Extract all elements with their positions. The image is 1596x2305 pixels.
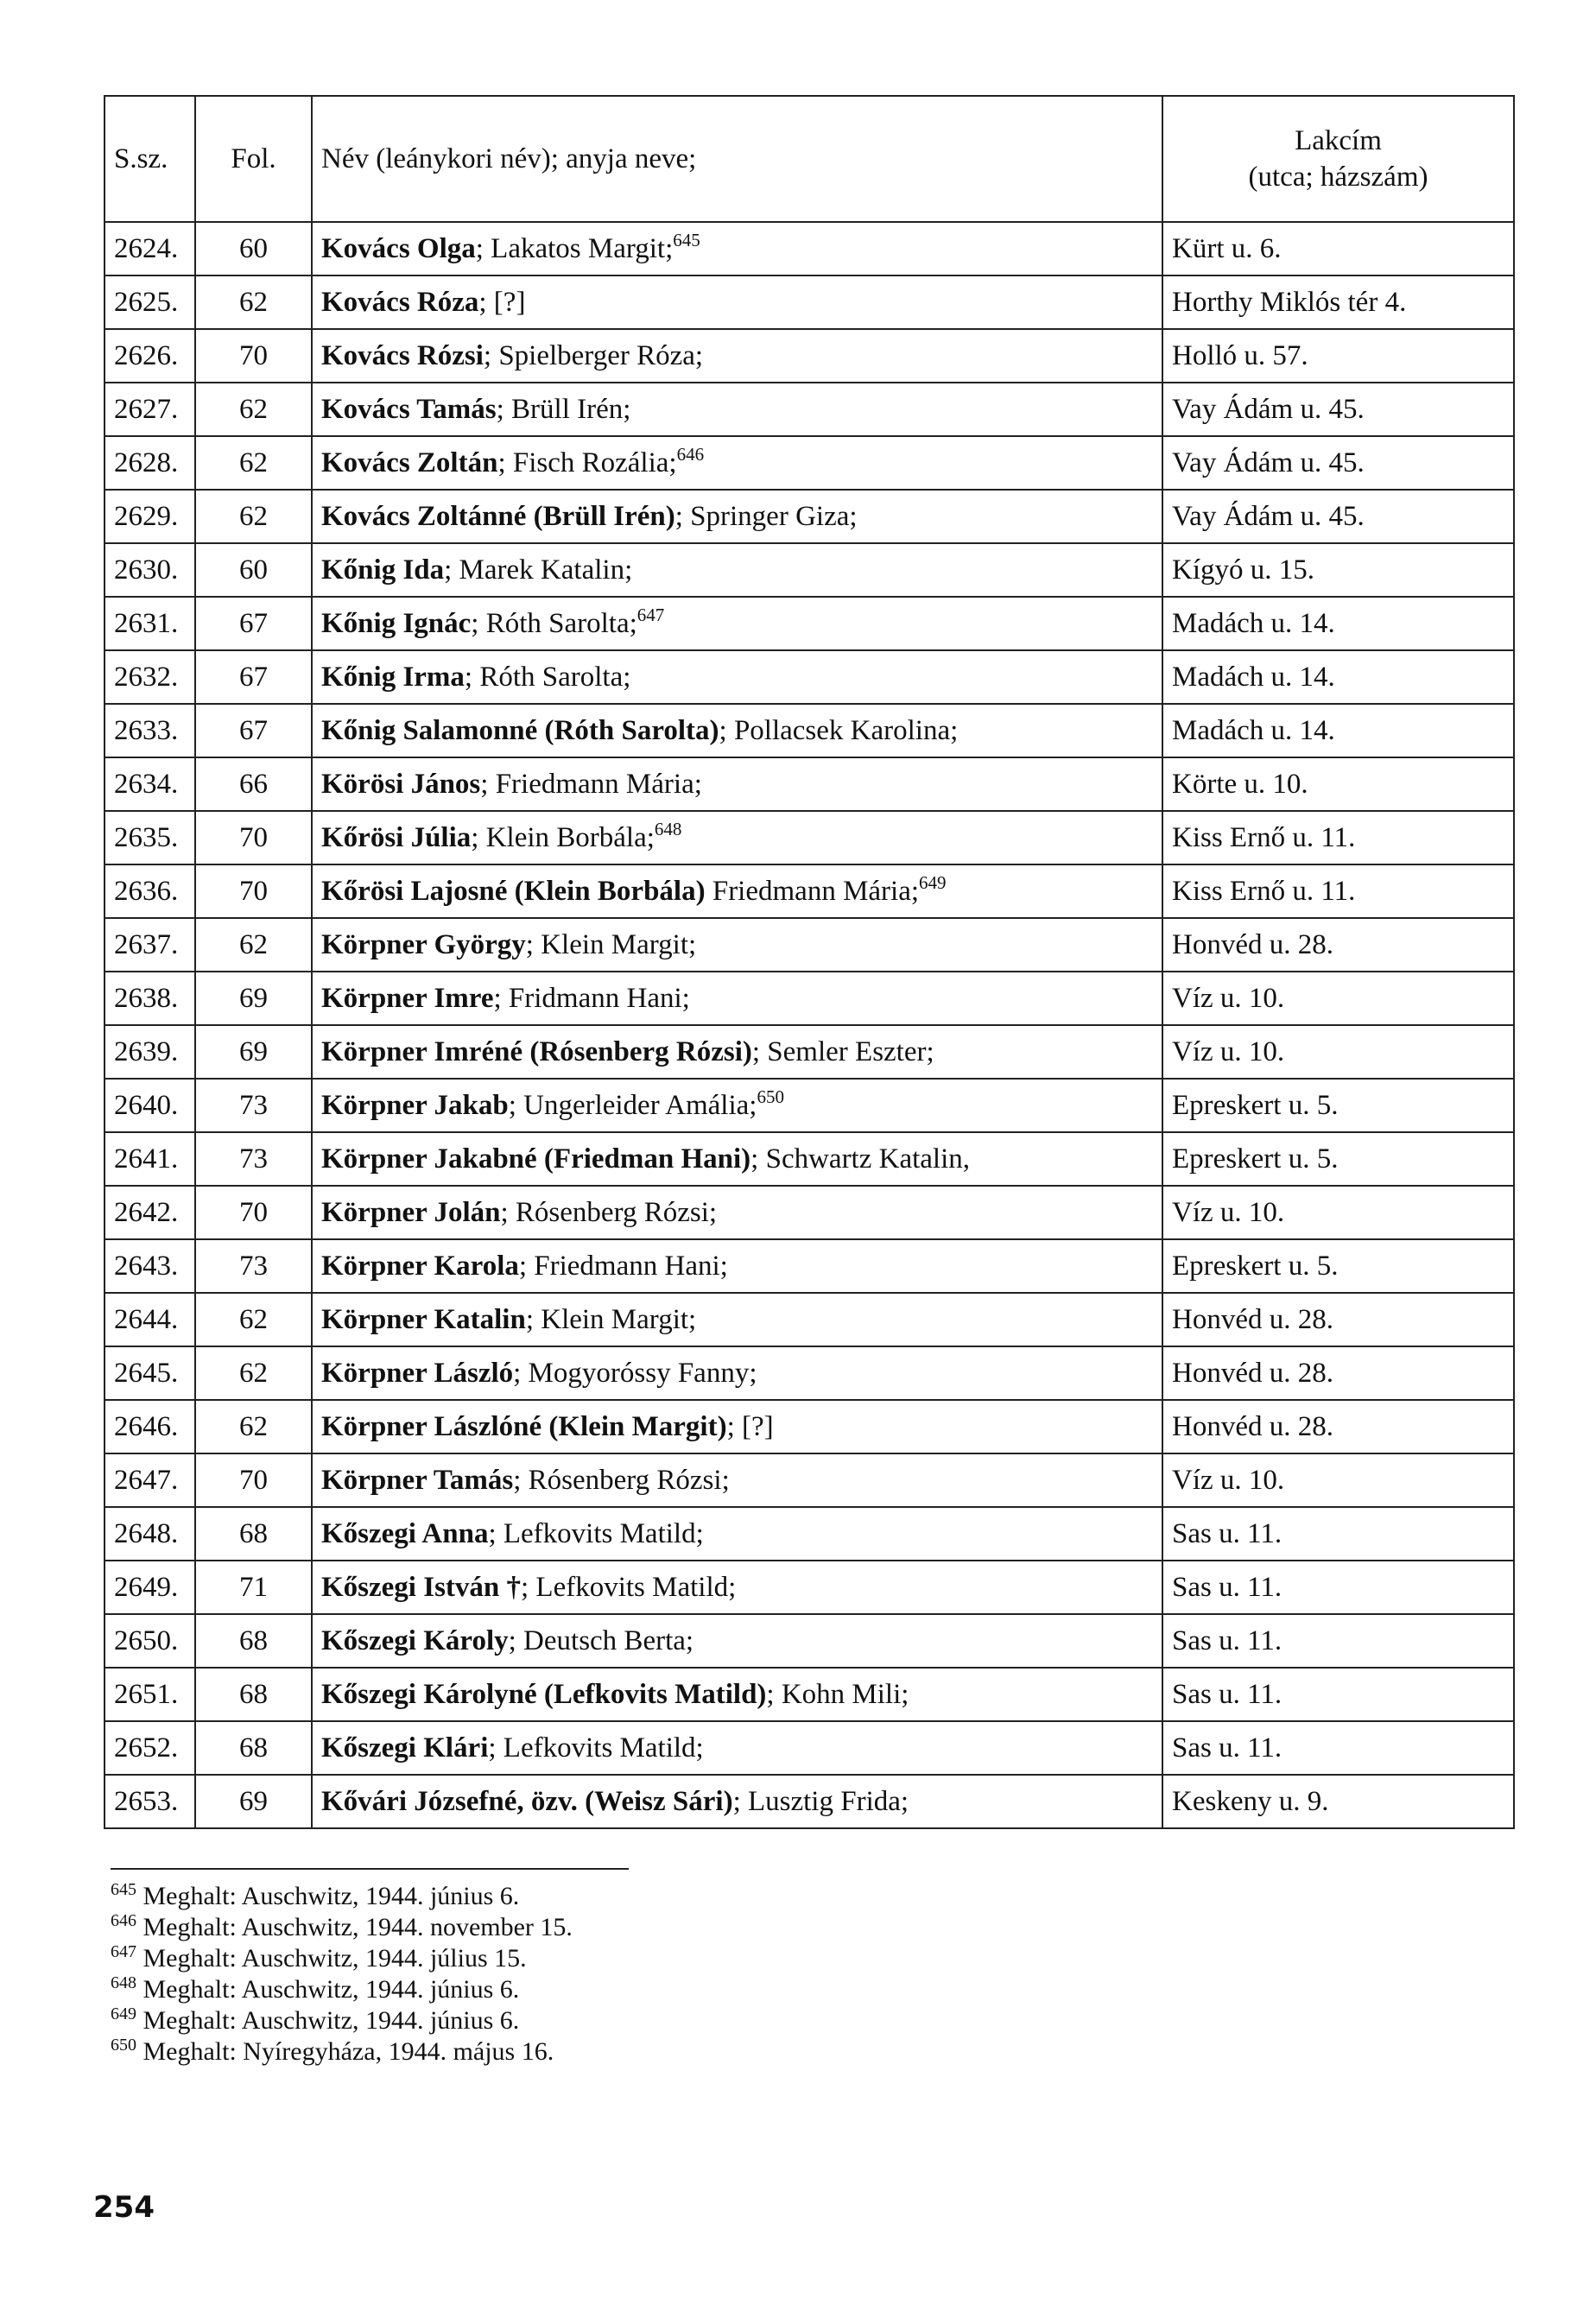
serial-number: 2649. <box>104 1561 195 1614</box>
person-name: Körösi János <box>321 768 481 800</box>
mother-name: ; Rósenberg Rózsi; <box>500 1196 718 1228</box>
name-cell <box>312 1293 1162 1346</box>
mother-name: ; Springer Giza; <box>674 500 858 532</box>
address-cell: Sas u. 11. <box>1162 1614 1514 1668</box>
serial-number: 2642. <box>104 1186 195 1239</box>
name-cell <box>312 1025 1162 1079</box>
person-name: Kőszegi Károly <box>321 1624 509 1656</box>
person-name: Körpner László <box>321 1357 514 1389</box>
address-cell: Víz u. 10. <box>1162 1453 1514 1507</box>
mother-name: ; [?] <box>726 1410 774 1442</box>
footnote-number: 646 <box>111 1911 136 1930</box>
serial-number: 2647. <box>104 1453 195 1507</box>
header-address <box>1162 96 1514 222</box>
name-cell <box>312 811 1162 864</box>
folio-number: 68 <box>195 1668 312 1721</box>
table-row <box>104 1025 1514 1079</box>
mother-name: ; Pollacsek Karolina; <box>719 714 959 746</box>
name-cell <box>312 1132 1162 1186</box>
address-cell: Körte u. 10. <box>1162 757 1514 811</box>
folio-number: 62 <box>195 383 312 436</box>
mother-name: ; Lefkovits Matild; <box>488 1517 704 1549</box>
person-name: Körpner Tamás <box>321 1464 514 1496</box>
folio-number: 62 <box>195 490 312 543</box>
footnote-text: Meghalt: Auschwitz, 1944. július 15. <box>142 1944 527 1973</box>
footnote-ref: 646 <box>676 443 705 465</box>
folio-number: 62 <box>195 1346 312 1400</box>
folio-number: 67 <box>195 597 312 650</box>
page-number: 254 <box>93 2190 155 2225</box>
address-cell: Madách u. 14. <box>1162 704 1514 757</box>
address-cell: Madách u. 14. <box>1162 650 1514 704</box>
person-name: Kovács Rózsi <box>321 339 484 371</box>
serial-number: 2645. <box>104 1346 195 1400</box>
serial-number: 2634. <box>104 757 195 811</box>
person-name: Körpner Jakabné (Friedman Hani) <box>321 1143 751 1175</box>
folio-number: 68 <box>195 1614 312 1668</box>
table-row <box>104 1293 1514 1346</box>
folio-number: 73 <box>195 1239 312 1293</box>
address-cell: Honvéd u. 28. <box>1162 1293 1514 1346</box>
mother-name: ; Mogyoróssy Fanny; <box>513 1357 757 1389</box>
footnote-number: 649 <box>111 2004 136 2023</box>
name-cell <box>312 704 1162 757</box>
table-row <box>104 1239 1514 1293</box>
person-name: Körpner Imréné (Rósenberg Rózsi) <box>321 1035 752 1067</box>
address-cell: Kígyó u. 15. <box>1162 543 1514 597</box>
serial-number: 2643. <box>104 1239 195 1293</box>
serial-number: 2627. <box>104 383 195 436</box>
footnote-divider <box>111 1868 629 1870</box>
folio-number: 62 <box>195 275 312 329</box>
name-cell <box>312 1775 1162 1828</box>
name-cell <box>312 864 1162 918</box>
table-row <box>104 1400 1514 1453</box>
address-cell: Sas u. 11. <box>1162 1668 1514 1721</box>
victims-register-table <box>104 95 1515 1829</box>
name-cell <box>312 436 1162 490</box>
footnotes <box>111 1881 573 2068</box>
serial-number: 2644. <box>104 1293 195 1346</box>
serial-number: 2646. <box>104 1400 195 1453</box>
table-row <box>104 1775 1514 1828</box>
footnote-number: 645 <box>111 1880 136 1899</box>
table-row <box>104 864 1514 918</box>
address-cell: Horthy Miklós tér 4. <box>1162 275 1514 329</box>
person-name: Kőrösi Lajosné (Klein Borbála) <box>321 875 706 907</box>
header-address-line1: Lakcím <box>1295 125 1382 156</box>
name-cell <box>312 1668 1162 1721</box>
folio-number: 70 <box>195 811 312 864</box>
serial-number: 2625. <box>104 275 195 329</box>
folio-number: 69 <box>195 1025 312 1079</box>
person-name: Kőnig Ignác <box>321 607 472 639</box>
person-name: Körpner Jolán <box>321 1196 501 1228</box>
person-name: Kőnig Irma <box>321 661 465 693</box>
name-cell <box>312 1721 1162 1775</box>
person-name: Körpner Karola <box>321 1250 519 1282</box>
mother-name: ; Róth Sarolta; <box>464 661 631 693</box>
address-cell: Kiss Ernő u. 11. <box>1162 811 1514 864</box>
address-cell: Epreskert u. 5. <box>1162 1239 1514 1293</box>
address-cell: Kiss Ernő u. 11. <box>1162 864 1514 918</box>
footnote-ref: 647 <box>636 604 665 625</box>
address-cell: Honvéd u. 28. <box>1162 1346 1514 1400</box>
footnote <box>111 1881 573 1912</box>
address-cell: Sas u. 11. <box>1162 1561 1514 1614</box>
table-row <box>104 1453 1514 1507</box>
folio-number: 67 <box>195 704 312 757</box>
person-name: Kovács Róza <box>321 286 479 318</box>
header-serial: S.sz. <box>104 96 195 222</box>
serial-number: 2626. <box>104 329 195 383</box>
person-name: Kovács Zoltán <box>321 446 498 478</box>
person-name: Kővári Józsefné, özv. (Weisz Sári) <box>321 1785 733 1817</box>
address-cell: Víz u. 10. <box>1162 1186 1514 1239</box>
table-row <box>104 1507 1514 1561</box>
address-cell: Honvéd u. 28. <box>1162 918 1514 972</box>
mother-name: ; Friedmann Hani; <box>518 1250 728 1282</box>
footnote-ref: 645 <box>673 229 700 250</box>
address-cell: Sas u. 11. <box>1162 1721 1514 1775</box>
table-row <box>104 1721 1514 1775</box>
person-name: Kovács Olga <box>321 232 476 264</box>
serial-number: 2631. <box>104 597 195 650</box>
person-name: Körpner Katalin <box>321 1303 526 1335</box>
footnote <box>111 2005 573 2036</box>
mother-name: ; Fridmann Hani; <box>493 982 690 1014</box>
mother-name: ; Semler Eszter; <box>751 1035 934 1067</box>
name-cell <box>312 918 1162 972</box>
footnote <box>111 1974 573 2005</box>
name-cell <box>312 1561 1162 1614</box>
serial-number: 2651. <box>104 1668 195 1721</box>
table-row <box>104 918 1514 972</box>
table-row <box>104 222 1514 275</box>
person-name: Körpner Lászlóné (Klein Margit) <box>321 1410 727 1442</box>
serial-number: 2648. <box>104 1507 195 1561</box>
folio-number: 67 <box>195 650 312 704</box>
folio-number: 70 <box>195 1453 312 1507</box>
address-cell: Vay Ádám u. 45. <box>1162 383 1514 436</box>
footnote-text: Meghalt: Auschwitz, 1944. június 6. <box>142 2006 520 2035</box>
name-cell <box>312 597 1162 650</box>
person-name: Kőszegi István † <box>321 1571 521 1603</box>
name-cell <box>312 1507 1162 1561</box>
table-body <box>104 222 1514 1828</box>
serial-number: 2633. <box>104 704 195 757</box>
person-name: Körpner György <box>321 928 526 960</box>
table-row <box>104 597 1514 650</box>
table-row <box>104 650 1514 704</box>
footnote-text: Meghalt: Auschwitz, 1944. november 15. <box>142 1913 573 1941</box>
table-row <box>104 1079 1514 1132</box>
table-row <box>104 1186 1514 1239</box>
mother-name: ; Lusztig Frida; <box>732 1785 909 1817</box>
table-row <box>104 383 1514 436</box>
person-name: Kőszegi Károlyné (Lefkovits Matild) <box>321 1678 767 1710</box>
address-cell: Víz u. 10. <box>1162 972 1514 1025</box>
header-folio: Fol. <box>195 96 312 222</box>
name-cell <box>312 1186 1162 1239</box>
folio-number: 62 <box>195 1293 312 1346</box>
address-cell: Epreskert u. 5. <box>1162 1079 1514 1132</box>
serial-number: 2628. <box>104 436 195 490</box>
serial-number: 2652. <box>104 1721 195 1775</box>
table-row <box>104 811 1514 864</box>
table-row <box>104 275 1514 329</box>
footnote <box>111 2036 573 2068</box>
footnote-number: 648 <box>111 1973 136 1992</box>
footnote-ref: 649 <box>919 871 947 893</box>
folio-number: 70 <box>195 329 312 383</box>
address-cell: Honvéd u. 28. <box>1162 1400 1514 1453</box>
table-row <box>104 757 1514 811</box>
name-cell <box>312 222 1162 275</box>
mother-name: ; Lefkovits Matild; <box>488 1732 704 1764</box>
person-name: Kőszegi Anna <box>321 1517 489 1549</box>
footnote-text: Meghalt: Nyíregyháza, 1944. május 16. <box>142 2037 554 2066</box>
mother-name: ; Marek Katalin; <box>444 554 633 586</box>
mother-name: ; Spielberger Róza; <box>483 339 704 371</box>
mother-name: Friedmann Mária; <box>705 875 920 907</box>
name-cell <box>312 1346 1162 1400</box>
mother-name: ; Deutsch Berta; <box>508 1624 694 1656</box>
folio-number: 71 <box>195 1561 312 1614</box>
table-row <box>104 1346 1514 1400</box>
table-row <box>104 1668 1514 1721</box>
mother-name: ; Rósenberg Rózsi; <box>513 1464 730 1496</box>
address-cell: Vay Ádám u. 45. <box>1162 436 1514 490</box>
header-address-line2: (utca; házszám) <box>1248 161 1428 193</box>
table-row <box>104 704 1514 757</box>
address-cell: Madách u. 14. <box>1162 597 1514 650</box>
footnote-ref: 648 <box>654 818 682 839</box>
folio-number: 68 <box>195 1507 312 1561</box>
folio-number: 70 <box>195 1186 312 1239</box>
address-cell: Holló u. 57. <box>1162 329 1514 383</box>
footnote-ref: 650 <box>757 1086 784 1107</box>
serial-number: 2629. <box>104 490 195 543</box>
name-cell <box>312 1453 1162 1507</box>
address-cell: Vay Ádám u. 45. <box>1162 490 1514 543</box>
person-name: Kőnig Ida <box>321 554 445 586</box>
name-cell <box>312 972 1162 1025</box>
mother-name: ; Róth Sarolta; <box>471 607 637 639</box>
footnote-text: Meghalt: Auschwitz, 1944. június 6. <box>142 1975 520 2004</box>
folio-number: 62 <box>195 1400 312 1453</box>
mother-name: ; Lefkovits Matild; <box>521 1571 737 1603</box>
folio-number: 70 <box>195 864 312 918</box>
address-cell: Víz u. 10. <box>1162 1025 1514 1079</box>
serial-number: 2635. <box>104 811 195 864</box>
mother-name: ; Brüll Irén; <box>496 393 631 425</box>
person-name: Körpner Imre <box>321 982 494 1014</box>
serial-number: 2630. <box>104 543 195 597</box>
address-cell: Sas u. 11. <box>1162 1507 1514 1561</box>
mother-name: ; Klein Borbála; <box>471 821 655 853</box>
mother-name: ; Klein Margit; <box>525 1303 697 1335</box>
person-name: Körpner Jakab <box>321 1089 509 1121</box>
serial-number: 2636. <box>104 864 195 918</box>
mother-name: ; [?] <box>478 286 526 318</box>
serial-number: 2638. <box>104 972 195 1025</box>
table-row <box>104 436 1514 490</box>
person-name: Kőnig Salamonné (Róth Sarolta) <box>321 714 719 746</box>
person-name: Kovács Zoltánné (Brüll Irén) <box>321 500 675 532</box>
mother-name: ; Schwartz Katalin, <box>750 1143 971 1175</box>
person-name: Kovács Tamás <box>321 393 497 425</box>
person-name: Kőszegi Klári <box>321 1732 489 1764</box>
footnote <box>111 1912 573 1943</box>
serial-number: 2637. <box>104 918 195 972</box>
folio-number: 73 <box>195 1079 312 1132</box>
serial-number: 2632. <box>104 650 195 704</box>
footnote-number: 647 <box>111 1942 136 1961</box>
name-cell <box>312 650 1162 704</box>
name-cell <box>312 383 1162 436</box>
name-cell <box>312 757 1162 811</box>
mother-name: ; Klein Margit; <box>525 928 697 960</box>
folio-number: 68 <box>195 1721 312 1775</box>
folio-number: 69 <box>195 1775 312 1828</box>
folio-number: 69 <box>195 972 312 1025</box>
mother-name: ; Friedmann Mária; <box>480 768 702 800</box>
address-cell: Epreskert u. 5. <box>1162 1132 1514 1186</box>
name-cell <box>312 1400 1162 1453</box>
name-cell <box>312 275 1162 329</box>
folio-number: 73 <box>195 1132 312 1186</box>
footnote-text: Meghalt: Auschwitz, 1944. június 6. <box>142 1882 520 1910</box>
table-row <box>104 490 1514 543</box>
mother-name: ; Lakatos Margit; <box>475 232 674 264</box>
table-row <box>104 329 1514 383</box>
name-cell <box>312 329 1162 383</box>
folio-number: 62 <box>195 918 312 972</box>
mother-name: ; Fisch Rozália; <box>497 446 677 478</box>
header-name: Név (leánykori név); anyja neve; <box>312 96 1162 222</box>
person-name: Kőrösi Júlia <box>321 821 472 853</box>
folio-number: 60 <box>195 543 312 597</box>
name-cell <box>312 1079 1162 1132</box>
footnote-number: 650 <box>111 2036 136 2055</box>
folio-number: 66 <box>195 757 312 811</box>
address-cell: Kürt u. 6. <box>1162 222 1514 275</box>
footnote <box>111 1943 573 1974</box>
serial-number: 2639. <box>104 1025 195 1079</box>
name-cell <box>312 1614 1162 1668</box>
serial-number: 2650. <box>104 1614 195 1668</box>
table-row <box>104 1614 1514 1668</box>
table-row <box>104 972 1514 1025</box>
name-cell <box>312 1239 1162 1293</box>
table-row <box>104 543 1514 597</box>
serial-number: 2624. <box>104 222 195 275</box>
mother-name: ; Kohn Mili; <box>766 1678 909 1710</box>
name-cell <box>312 543 1162 597</box>
folio-number: 62 <box>195 436 312 490</box>
table-header <box>104 96 1514 222</box>
serial-number: 2641. <box>104 1132 195 1186</box>
table-row <box>104 1132 1514 1186</box>
table-row <box>104 1561 1514 1614</box>
serial-number: 2653. <box>104 1775 195 1828</box>
mother-name: ; Ungerleider Amália; <box>508 1089 757 1121</box>
folio-number: 60 <box>195 222 312 275</box>
name-cell <box>312 490 1162 543</box>
serial-number: 2640. <box>104 1079 195 1132</box>
address-cell: Keskeny u. 9. <box>1162 1775 1514 1828</box>
